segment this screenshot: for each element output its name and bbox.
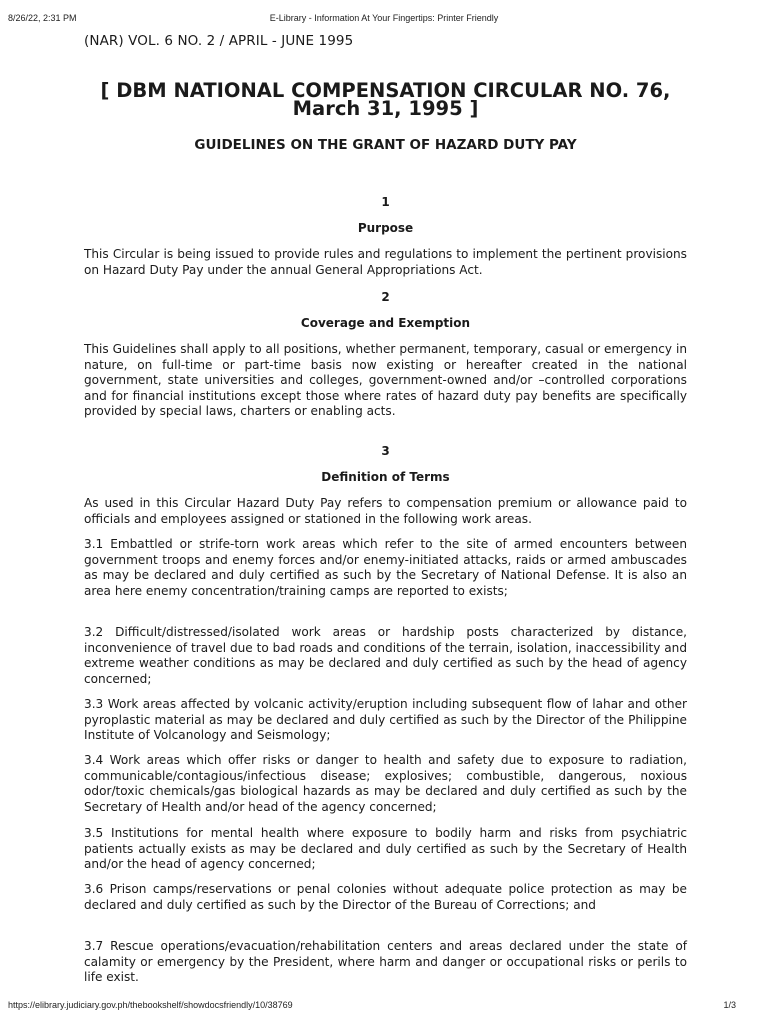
paragraph: As used in this Circular Hazard Duty Pay refers to compensation premium or allowance paid to officials and employees assigned or stationed in the following work areas. bbox=[84, 496, 687, 526]
section-heading-purpose: Purpose bbox=[357, 221, 414, 235]
document-title: [ DBM NATIONAL COMPENSATION CIRCULAR NO. 76, March 31, 1995 ] bbox=[100, 79, 671, 120]
volume-line: (NAR) VOL. 6 NO. 2 / APRIL - JUNE 1995 bbox=[84, 33, 354, 49]
print-datetime: 8/26/22, 2:31 PM bbox=[8, 13, 77, 23]
print-footer bbox=[8, 1000, 760, 1014]
print-header bbox=[8, 13, 760, 27]
section-number: 2 bbox=[381, 290, 390, 304]
paragraph-3-2: 3.2 Difficult/distressed/isolated work areas or hardship posts characterized by distance, inconvenience of travel due to bad roads and conditions of the terrain, isolation, inaccessibility and extreme weather conditions as may be declared and duly certified as such by the head of agency concerned; bbox=[84, 625, 687, 686]
paragraph-3-6: 3.6 Prison camps/reservations or penal colonies without adequate police protection as may be declared and duly certified as such by the Director of the Bureau of Corrections; and bbox=[84, 882, 687, 912]
section-number: 3 bbox=[381, 444, 390, 458]
paragraph-3-1: 3.1 Embattled or strife-torn work areas which refer to the site of armed encounters between government troops and enemy forces and/or enemy-initiated attacks, raids or armed ambuscades as may be declared and duly certified as such by the Secretary of National Defense. It is also an area here enemy concentration/training camps are reported to exists; bbox=[84, 537, 687, 598]
print-page-title: E-Library - Information At Your Fingertips: Printer Friendly bbox=[269, 13, 499, 23]
print-url: https://elibrary.judiciary.gov.ph/thebookshelf/showdocsfriendly/10/38769 bbox=[8, 1000, 293, 1010]
paragraph-3-3: 3.3 Work areas affected by volcanic activity/eruption including subsequent flow of lahar and other pyroplastic material as may be declared and duly certified as such by the Director of the Philippine Institute of Volcanology and Seismology; bbox=[84, 697, 687, 742]
paragraph: This Guidelines shall apply to all positions, whether permanent, temporary, casual or emergency in nature, on full-time or part-time basis now existing or hereafter created in the national government, state universities and colleges, government-owned and/or –controlled corporations and for financial institutions except those where rates of hazard duty pay benefits are specifically provided by special laws, charters or enabling acts. bbox=[84, 342, 687, 418]
section-number: 1 bbox=[381, 195, 390, 209]
paragraph: This Circular is being issued to provide rules and regulations to implement the pertinent provisions on Hazard Duty Pay under the annual General Appropriations Act. bbox=[84, 247, 687, 277]
document-subtitle: GUIDELINES ON THE GRANT OF HAZARD DUTY PAY bbox=[194, 137, 577, 153]
section-heading-definitions: Definition of Terms bbox=[321, 470, 450, 484]
section-heading-coverage: Coverage and Exemption bbox=[300, 316, 471, 330]
print-page-number: 1/3 bbox=[723, 1000, 736, 1010]
paragraph-3-7: 3.7 Rescue operations/evacuation/rehabilitation centers and areas declared under the state of calamity or emergency by the President, where harm and danger or occupational risks or perils to life exist. bbox=[84, 939, 687, 984]
paragraph-3-4: 3.4 Work areas which offer risks or danger to health and safety due to exposure to radiation, communicable/contagious/infectious disease; explosives; combustible, dangerous, noxious odor/toxic chemicals/gas biological hazards as may be declared and duly certified as such by the Secretary of Health and/or head of the agency concerned; bbox=[84, 753, 687, 814]
paragraph-3-5: 3.5 Institutions for mental health where exposure to bodily harm and risks from psychiatric patients actually exists as may be declared and duly certified as such by the Secretary of Health and/or the head of agency concerned; bbox=[84, 826, 687, 871]
